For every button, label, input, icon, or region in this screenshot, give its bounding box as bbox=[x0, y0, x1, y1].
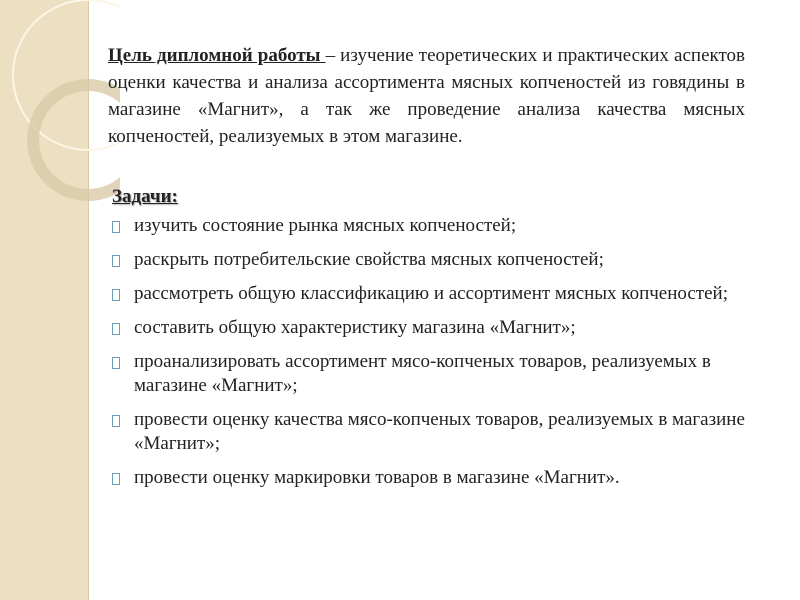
task-text: изучить состояние рынка мясных копченостей; bbox=[134, 215, 517, 236]
goal-text: – изучение теоретических и практических аспектов оценки качества и анализа ассортимента мясных копченостей из говядины в магазине «Магнит», а так же проведение анализа качества мясных копченостей, реализуемых в этом магазине. bbox=[108, 45, 745, 147]
list-item bbox=[112, 214, 752, 238]
list-item bbox=[112, 248, 752, 272]
bullet-icon bbox=[112, 221, 120, 233]
bullet-icon bbox=[112, 473, 120, 485]
bullet-icon bbox=[112, 357, 120, 369]
task-text: рассмотреть общую классификацию и ассортимент мясных копченостей; bbox=[134, 283, 728, 304]
task-text: проанализировать ассортимент мясо-копченых товаров, реализуемых в магазине «Магнит»; bbox=[134, 351, 711, 396]
list-item bbox=[112, 408, 752, 456]
tasks-list bbox=[112, 214, 752, 490]
list-item bbox=[112, 466, 752, 490]
bullet-icon bbox=[112, 289, 120, 301]
bullet-icon bbox=[112, 323, 120, 335]
decorative-circles-icon bbox=[0, 0, 120, 260]
task-text: провести оценку качества мясо-копченых товаров, реализуемых в магазине «Магнит»; bbox=[134, 409, 745, 454]
task-text: составить общую характеристику магазина «Магнит»; bbox=[134, 317, 576, 338]
task-text: провести оценку маркировки товаров в магазине «Магнит». bbox=[134, 467, 620, 488]
bullet-icon bbox=[112, 255, 120, 267]
decorative-sidebar bbox=[0, 0, 89, 600]
list-item bbox=[112, 350, 752, 398]
bullet-icon bbox=[112, 415, 120, 427]
task-text: раскрыть потребительские свойства мясных копченостей; bbox=[134, 249, 604, 270]
goal-label: Цель дипломной работы bbox=[108, 45, 326, 66]
list-item bbox=[112, 316, 752, 340]
tasks-section bbox=[112, 186, 752, 500]
tasks-heading: Задачи: bbox=[112, 186, 178, 207]
goal-paragraph bbox=[108, 42, 745, 150]
list-item bbox=[112, 282, 752, 306]
